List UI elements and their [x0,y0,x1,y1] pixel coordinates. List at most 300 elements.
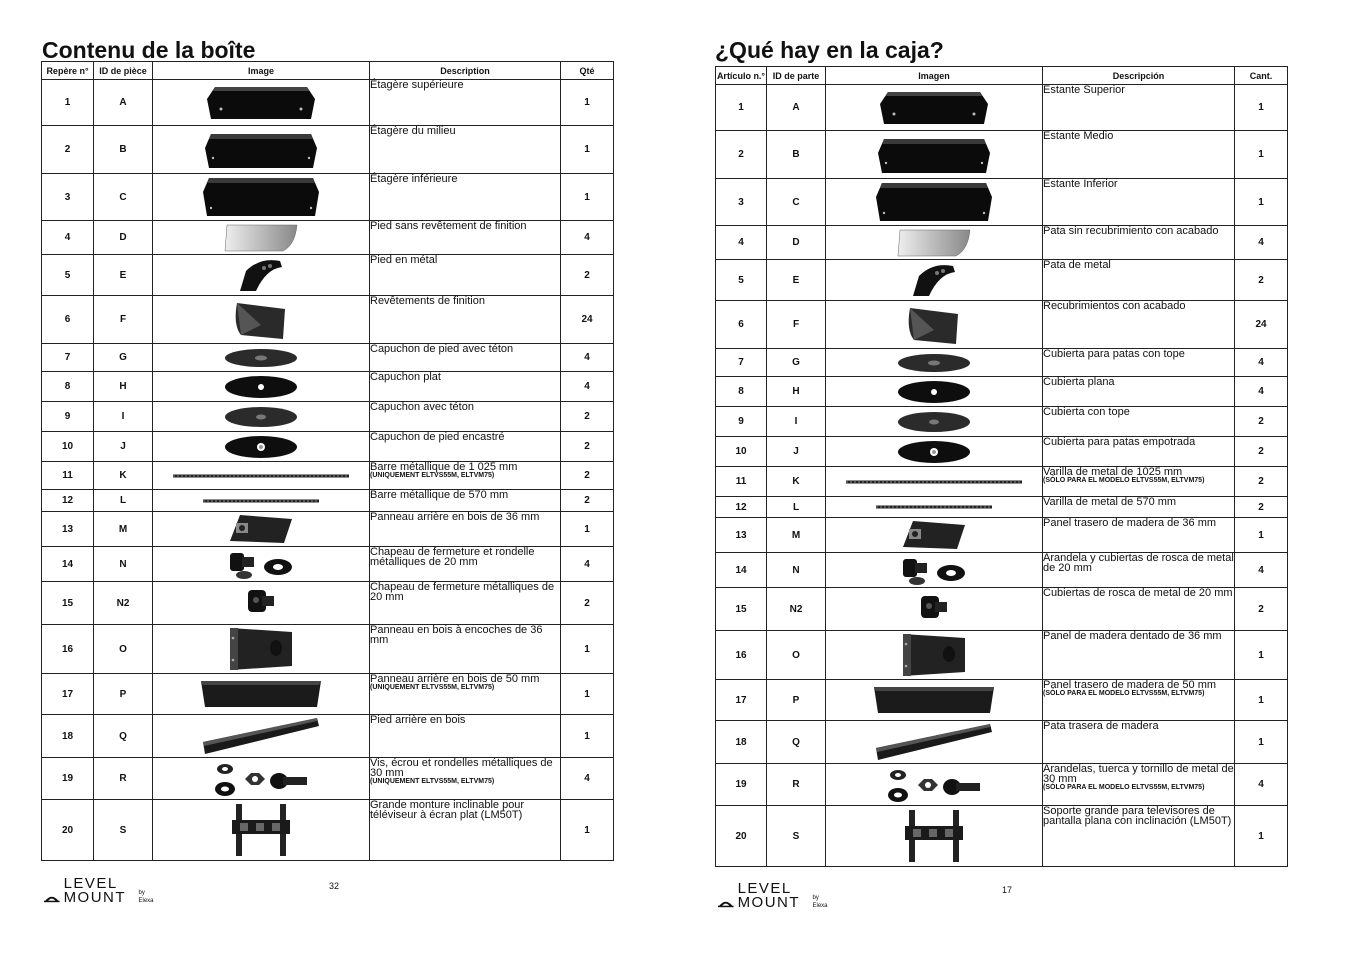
part-description [370,462,561,490]
part-quantity: 4 [561,547,614,582]
part-description [370,296,561,344]
cap-nut-icon [153,586,369,620]
shelf-top-icon [826,88,1042,128]
part-description [370,758,561,800]
part-description [370,372,561,402]
table-row [716,631,1288,680]
part-image [826,588,1043,631]
part-id: H [767,377,826,407]
item-number: 8 [42,372,94,402]
part-quantity: 4 [561,372,614,402]
bolt-kit-icon [153,759,369,799]
part-id: I [94,402,153,432]
description-text: Panneau arrière en bois de 50 mm [370,673,540,685]
header-part-id: ID de pièce [94,62,153,80]
table-row [716,680,1288,721]
part-quantity: 2 [1235,437,1288,467]
part-quantity: 1 [1235,131,1288,179]
part-image [826,467,1043,497]
long-rod-icon [153,472,369,480]
recessed-cap-icon [153,434,369,460]
description-text: Arandela y cubiertas de rosca de metal de 20 mm [1043,552,1234,574]
table-row [716,131,1288,179]
table-row [42,126,614,174]
tilt-mount-icon [153,802,369,858]
part-description [370,432,561,462]
part-quantity: 4 [1235,349,1288,377]
description-text: Recubrimientos con acabado [1043,300,1186,312]
part-quantity: 2 [561,582,614,625]
part-description [1043,764,1235,806]
part-quantity: 4 [561,344,614,372]
part-quantity: 24 [561,296,614,344]
part-id: O [767,631,826,680]
table-row [42,715,614,758]
part-description [370,490,561,512]
wood-leg-icon [826,722,1042,762]
stud-cap-icon [153,405,369,429]
part-description [370,255,561,296]
item-number: 6 [716,301,767,349]
part-id: N [94,547,153,582]
item-number: 3 [716,179,767,226]
part-id: J [767,437,826,467]
description-text: Grande monture inclinable pour téléviseur à écran plat (LM50T) [370,799,525,821]
description-text: Étagère supérieure [370,79,464,91]
part-description [1043,806,1235,867]
table-row [42,344,614,372]
part-id: F [767,301,826,349]
item-number: 17 [42,674,94,715]
description-text: Varilla de metal de 570 mm [1043,496,1177,508]
flat-cap-icon [153,374,369,400]
table-row [42,296,614,344]
cap-nut-washer-icon [826,553,1042,587]
part-quantity: 1 [561,800,614,861]
part-quantity: 1 [1235,518,1288,553]
part-image [826,407,1043,437]
description-text: Barre métallique de 570 mm [370,489,509,501]
table-row [42,255,614,296]
part-image [153,344,370,372]
part-id: N2 [94,582,153,625]
shelf-top-icon [153,83,369,123]
item-number: 3 [42,174,94,221]
item-number: 18 [42,715,94,758]
table-header-row [716,67,1288,85]
part-image [153,800,370,861]
brand-name: LEVEL MOUNT [737,880,801,911]
table-row [716,260,1288,301]
bolt-kit-icon [826,765,1042,805]
cap-nut-washer-icon [153,547,369,581]
leg-bare-icon [826,228,1042,258]
description-text: Cubierta con tope [1043,406,1130,418]
description-text: Panel trasero de madera de 36 mm [1043,517,1217,529]
item-number: 9 [716,407,767,437]
recessed-cap-icon [826,439,1042,465]
part-description [370,674,561,715]
part-quantity: 2 [1235,407,1288,437]
table-row [42,547,614,582]
item-number: 5 [42,255,94,296]
item-number: 10 [716,437,767,467]
header-description: Descripción [1043,67,1235,85]
table-row [716,588,1288,631]
part-quantity: 1 [561,512,614,547]
part-id: N [767,553,826,588]
part-image [153,221,370,255]
part-description [1043,179,1235,226]
item-number: 16 [42,625,94,674]
description-text: Revêtements de finition [370,295,485,307]
item-number: 11 [716,467,767,497]
part-quantity: 2 [1235,497,1288,518]
item-number: 4 [716,226,767,260]
item-number: 9 [42,402,94,432]
header-item-number: Repère n° [42,62,94,80]
part-image [153,255,370,296]
description-text: Cubierta para patas empotrada [1043,436,1196,448]
part-description [370,221,561,255]
model-note: (UNIQUEMENT ELTVS55M, ELTVM75) [370,684,495,691]
part-image [153,80,370,126]
part-image [826,260,1043,301]
part-description [370,547,561,582]
header-quantity: Qté [561,62,614,80]
part-id: J [94,432,153,462]
part-quantity: 1 [1235,631,1288,680]
item-number: 20 [716,806,767,867]
part-id: C [94,174,153,221]
part-description [370,402,561,432]
item-number: 20 [42,800,94,861]
part-image [153,582,370,625]
description-text: Capuchon de pied avec téton [370,343,514,355]
part-image [826,764,1043,806]
model-note: (SÓLO PARA EL MODELO ELTVS55M, ELTVM75) [1043,784,1205,791]
metal-leg-icon [826,260,1042,300]
part-description [370,582,561,625]
part-quantity: 4 [1235,553,1288,588]
header-quantity: Cant. [1235,67,1288,85]
description-text: Chapeau de fermeture métalliques de 20 mm [370,581,555,603]
part-description [370,126,561,174]
part-quantity: 1 [1235,680,1288,721]
part-image [826,806,1043,867]
table-row [42,800,614,861]
part-quantity: 1 [1235,806,1288,867]
part-id: A [767,85,826,131]
stud-cap-icon [826,410,1042,434]
part-quantity: 4 [1235,764,1288,806]
item-number: 12 [42,490,94,512]
table-row [42,80,614,126]
item-number: 1 [42,80,94,126]
part-image [153,126,370,174]
part-image [826,226,1043,260]
item-number: 16 [716,631,767,680]
part-image [153,490,370,512]
part-description [370,80,561,126]
part-image [153,402,370,432]
description-text: Pied sans revêtement de finition [370,220,527,232]
part-image [826,518,1043,553]
part-description [370,344,561,372]
table-row [716,407,1288,437]
finish-cover-icon [826,304,1042,346]
part-id: Q [94,715,153,758]
part-image [153,547,370,582]
description-text: Panel de madera dentado de 36 mm [1043,630,1222,642]
part-quantity: 2 [1235,467,1288,497]
header-part-id: ID de parte [767,67,826,85]
wide-panel-icon [153,677,369,711]
part-id: K [767,467,826,497]
part-image [153,462,370,490]
part-image [153,432,370,462]
part-quantity: 2 [561,255,614,296]
item-number: 13 [716,518,767,553]
part-id: S [767,806,826,867]
table-row [42,512,614,547]
part-quantity: 1 [561,674,614,715]
table-row [716,806,1288,867]
item-number: 7 [716,349,767,377]
part-quantity: 2 [561,402,614,432]
part-description [1043,721,1235,764]
model-note: (UNIQUEMENT ELTVS55M, ELTVM75) [370,472,495,479]
table-row [716,518,1288,553]
table-row [42,174,614,221]
part-id: P [94,674,153,715]
part-id: L [767,497,826,518]
table-row [716,301,1288,349]
part-quantity: 1 [561,126,614,174]
parts-table [41,61,614,861]
part-id: P [767,680,826,721]
part-quantity: 1 [561,715,614,758]
part-image [826,631,1043,680]
part-quantity: 24 [1235,301,1288,349]
part-id: S [94,800,153,861]
part-description [1043,85,1235,131]
finish-cover-icon [153,299,369,341]
table-row [716,553,1288,588]
brand-by: by Elexa [812,895,828,909]
table-row [42,402,614,432]
description-text: Chapeau de fermeture et rondelle métalliques de 20 mm [370,546,535,568]
part-description [1043,553,1235,588]
model-note: (SÓLO PARA EL MODELO ELTVS55M, ELTVM75) [1043,690,1205,697]
part-image [826,553,1043,588]
part-id: D [94,221,153,255]
description-text: Cubierta para patas con tope [1043,348,1185,360]
part-image [153,715,370,758]
part-id: R [767,764,826,806]
leg-bare-icon [153,223,369,253]
part-id: M [767,518,826,553]
long-rod-icon [826,478,1042,486]
part-id: K [94,462,153,490]
item-number: 17 [716,680,767,721]
table-row [716,179,1288,226]
part-image [826,721,1043,764]
part-id: A [94,80,153,126]
table-row [42,490,614,512]
part-id: C [767,179,826,226]
part-quantity: 4 [561,221,614,255]
part-id: B [94,126,153,174]
description-text: Estante Medio [1043,130,1114,142]
page-title: ¿Qué hay en la caja? [715,37,944,63]
foot-cap-icon [826,352,1042,374]
part-description [1043,680,1235,721]
part-description [1043,588,1235,631]
part-image [826,377,1043,407]
part-quantity: 1 [561,80,614,126]
header-item-number: Artículo n.° [716,67,767,85]
table-header-row [42,62,614,80]
short-rod-icon [153,497,369,505]
part-description [1043,467,1235,497]
part-image [153,625,370,674]
table-row [42,582,614,625]
item-number: 19 [42,758,94,800]
part-quantity: 1 [1235,179,1288,226]
shelf-bottom-icon [826,179,1042,225]
item-number: 5 [716,260,767,301]
description-text: Étagère du milieu [370,125,456,137]
part-quantity: 1 [561,174,614,221]
level-mount-logo-icon [44,891,60,905]
part-image [826,85,1043,131]
part-image [153,296,370,344]
table-row [716,437,1288,467]
table-row [716,467,1288,497]
table-row [716,226,1288,260]
shelf-middle-icon [826,133,1042,177]
item-number: 15 [716,588,767,631]
part-description [1043,349,1235,377]
item-number: 11 [42,462,94,490]
back-panel-icon [153,513,369,545]
description-text: Panneau arrière en bois de 36 mm [370,511,540,523]
description-text: Varilla de metal de 1025 mm [1043,466,1183,478]
part-id: N2 [767,588,826,631]
part-quantity: 4 [1235,226,1288,260]
part-id: L [94,490,153,512]
part-image [826,680,1043,721]
page-number: 17 [1002,885,1013,895]
description-text: Cubiertas de rosca de metal de 20 mm [1043,587,1233,599]
cap-nut-icon [826,592,1042,626]
brand-name: LEVEL MOUNT [63,875,127,906]
item-number: 4 [42,221,94,255]
part-quantity: 2 [561,432,614,462]
part-id: M [94,512,153,547]
part-description [370,800,561,861]
part-image [826,497,1043,518]
table-row [42,625,614,674]
part-description [1043,226,1235,260]
description-text: Capuchon plat [370,371,441,383]
wood-leg-icon [153,716,369,756]
item-number: 10 [42,432,94,462]
notched-panel-icon [153,626,369,672]
table-row [716,349,1288,377]
wide-panel-icon [826,683,1042,717]
page-title: Contenu de la boîte [42,37,256,63]
notched-panel-icon [826,632,1042,678]
part-description [370,512,561,547]
part-quantity: 2 [1235,588,1288,631]
part-description [1043,407,1235,437]
table-row [716,85,1288,131]
part-quantity: 1 [1235,721,1288,764]
item-number: 1 [716,85,767,131]
part-id: H [94,372,153,402]
table-row [42,372,614,402]
part-image [826,179,1043,226]
part-description [1043,437,1235,467]
item-number: 13 [42,512,94,547]
part-id: E [767,260,826,301]
page-number: 32 [329,881,340,891]
part-description [1043,631,1235,680]
description-text: Estante Superior [1043,84,1125,96]
part-id: G [767,349,826,377]
part-id: F [94,296,153,344]
part-description [370,174,561,221]
part-quantity: 2 [1235,260,1288,301]
part-quantity: 4 [1235,377,1288,407]
brand-logo [44,877,154,905]
parts-table [715,66,1288,867]
part-id: G [94,344,153,372]
description-text: Pata de metal [1043,259,1111,271]
description-text: Cubierta plana [1043,376,1115,388]
part-image [153,174,370,221]
part-quantity: 2 [561,490,614,512]
brand-logo [718,882,828,910]
part-image [826,301,1043,349]
tilt-mount-icon [826,808,1042,864]
item-number: 12 [716,497,767,518]
table-row [42,221,614,255]
flat-cap-icon [826,379,1042,405]
item-number: 18 [716,721,767,764]
part-image [153,674,370,715]
item-number: 6 [42,296,94,344]
part-description [1043,497,1235,518]
table-row [42,758,614,800]
part-id: B [767,131,826,179]
table-row [716,764,1288,806]
table-row [716,377,1288,407]
part-description [1043,518,1235,553]
item-number: 2 [716,131,767,179]
description-text: Capuchon avec téton [370,401,474,413]
part-image [153,372,370,402]
part-quantity: 2 [561,462,614,490]
item-number: 19 [716,764,767,806]
metal-leg-icon [153,255,369,295]
part-image [826,131,1043,179]
header-image: Imagen [826,67,1043,85]
description-text: Estante Inferior [1043,178,1118,190]
table-row [42,462,614,490]
